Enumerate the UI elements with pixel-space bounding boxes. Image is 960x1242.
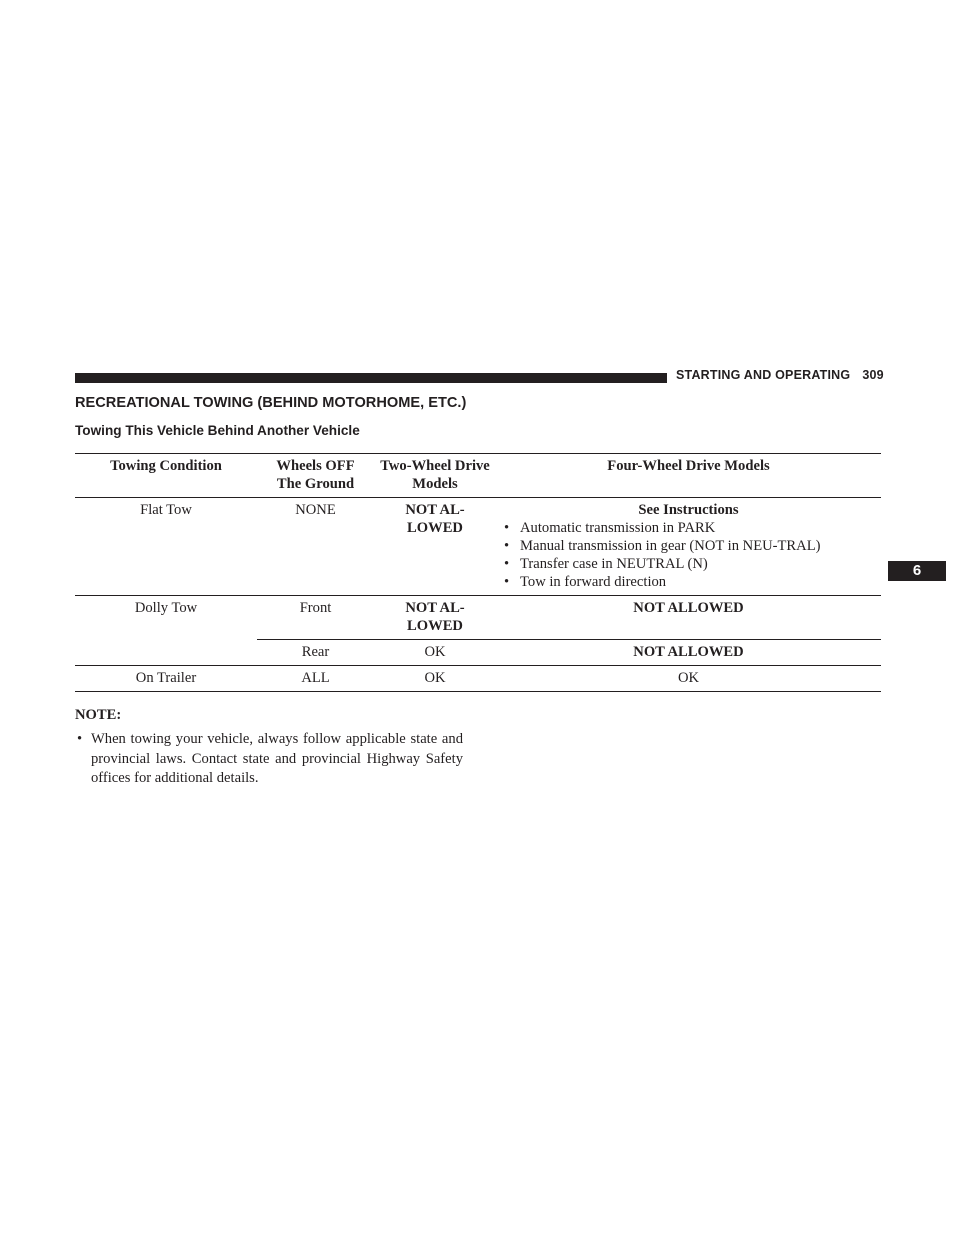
cell-two-wheel: NOT AL-LOWED bbox=[374, 596, 496, 640]
bullet-icon: • bbox=[504, 538, 510, 554]
bullet-icon: • bbox=[504, 520, 510, 536]
cell-condition: Dolly Tow bbox=[75, 596, 257, 666]
bullet-icon: • bbox=[504, 574, 510, 590]
table-row-flat-tow bbox=[75, 498, 881, 596]
subsection-title: Towing This Vehicle Behind Another Vehicle bbox=[75, 423, 360, 438]
section-name: STARTING AND OPERATING bbox=[676, 368, 851, 382]
bullet-icon: • bbox=[504, 556, 510, 572]
list-item bbox=[75, 730, 463, 789]
table-row-on-trailer bbox=[75, 666, 881, 692]
cell-wheels-off: Front bbox=[257, 596, 374, 640]
header-towing-condition: Towing Condition bbox=[75, 454, 257, 498]
cell-two-wheel: NOT AL-LOWED bbox=[374, 498, 496, 596]
header-rule bbox=[75, 373, 667, 383]
cell-four-wheel: NOT ALLOWED bbox=[496, 640, 881, 666]
cell-wheels-off: Rear bbox=[257, 640, 374, 666]
cell-condition: On Trailer bbox=[75, 666, 257, 692]
cell-condition: Flat Tow bbox=[75, 498, 257, 596]
running-header bbox=[676, 368, 884, 382]
towing-table bbox=[75, 453, 881, 692]
table-row-dolly-front bbox=[75, 596, 881, 640]
cell-wheels-off: NONE bbox=[257, 498, 374, 596]
note-list bbox=[75, 730, 463, 789]
note-text: When towing your vehicle, always follow applicable state and provincial laws. Contact state and provincial Highway Safety offices for additional details. bbox=[91, 731, 463, 786]
list-item: • Automatic transmission in PARK bbox=[504, 520, 716, 536]
instructions-list bbox=[502, 519, 875, 591]
list-item: • Transfer case in NEUTRAL (N) bbox=[504, 556, 708, 572]
cell-two-wheel: OK bbox=[374, 640, 496, 666]
list-item: • Tow in forward direction bbox=[504, 574, 667, 590]
cell-wheels-off: ALL bbox=[257, 666, 374, 692]
table-header-row bbox=[75, 454, 881, 498]
instructions-heading: See Instructions bbox=[638, 502, 739, 518]
header-four-wheel: Four-Wheel Drive Models bbox=[496, 454, 881, 498]
section-title: RECREATIONAL TOWING (BEHIND MOTORHOME, ETC.) bbox=[75, 395, 467, 411]
chapter-tab: 6 bbox=[888, 561, 946, 581]
cell-four-wheel: OK bbox=[496, 666, 881, 692]
page-number: 309 bbox=[862, 368, 884, 382]
cell-two-wheel: OK bbox=[374, 666, 496, 692]
header-wheels-off: Wheels OFF The Ground bbox=[257, 454, 374, 498]
header-two-wheel: Two-Wheel Drive Models bbox=[374, 454, 496, 498]
note-label: NOTE: bbox=[75, 707, 122, 723]
cell-four-wheel bbox=[496, 498, 881, 596]
bullet-icon: • bbox=[77, 731, 83, 747]
cell-four-wheel: NOT ALLOWED bbox=[496, 596, 881, 640]
list-item: • Manual transmission in gear (NOT in NEU-TRAL) bbox=[504, 538, 821, 554]
